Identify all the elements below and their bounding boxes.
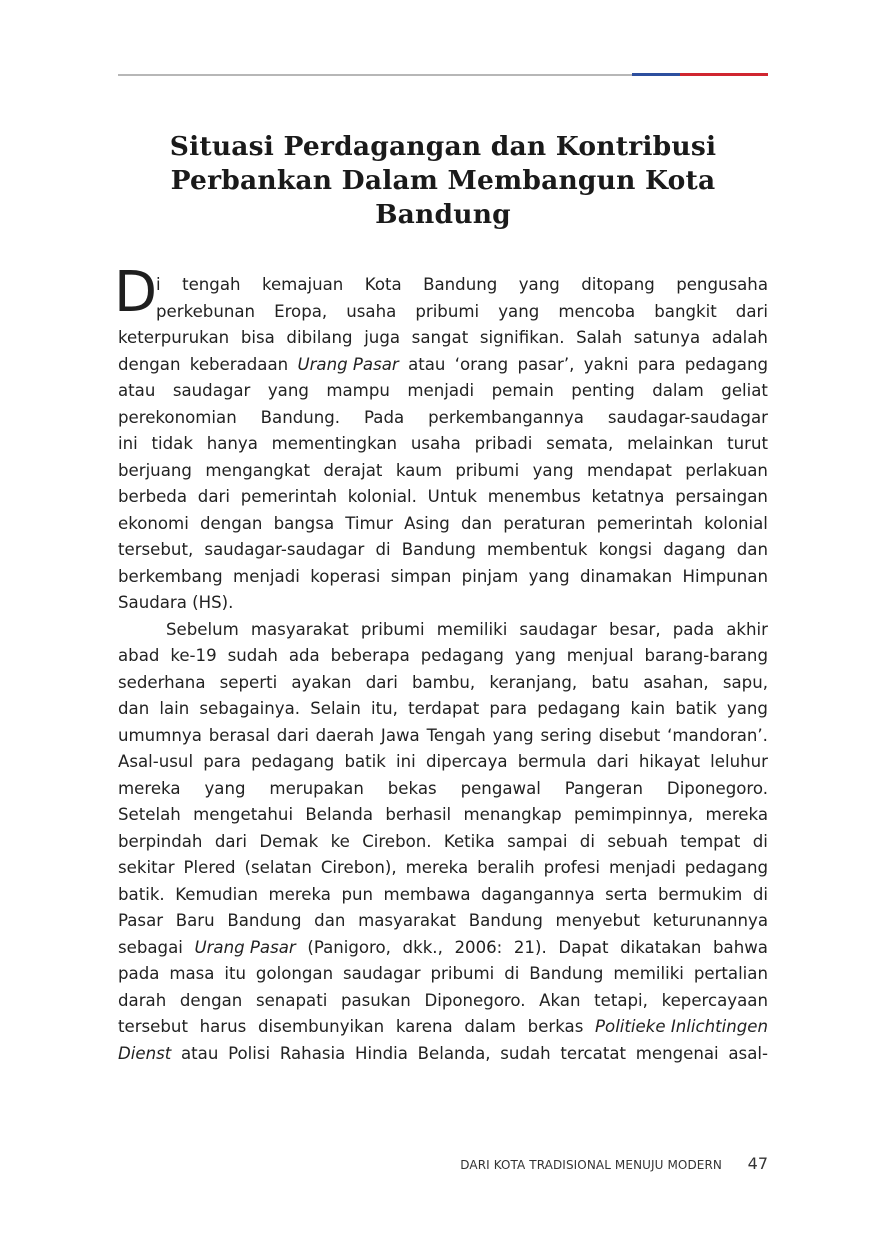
- word: di: [375, 540, 391, 559]
- word: dibilang: [286, 328, 353, 347]
- word: sebuah: [607, 831, 668, 851]
- word: ke: [330, 831, 350, 851]
- word: Cirebon.: [362, 831, 432, 851]
- word: masa: [169, 964, 215, 983]
- word: dari: [365, 672, 398, 692]
- word: barang-barang: [644, 646, 768, 665]
- word: disembunyikan: [257, 1017, 385, 1036]
- word: simpan: [390, 566, 452, 586]
- header-rule-red-accent: [680, 73, 768, 76]
- word: (selatan: [244, 858, 312, 877]
- word: perkembangannya: [428, 407, 584, 427]
- drop-cap: D: [114, 260, 158, 325]
- word: usaha: [410, 434, 461, 453]
- word: pasar’,: [517, 354, 575, 374]
- word: menjadi: [609, 858, 676, 877]
- word: sangat: [411, 328, 469, 347]
- word: Plered: [183, 858, 236, 877]
- word: berjuang: [118, 460, 192, 480]
- word: menyebut: [555, 911, 641, 930]
- word: bangkit: [654, 301, 717, 321]
- word: sebagai: [118, 937, 183, 957]
- word: dari: [214, 831, 247, 851]
- word: berkas: [527, 1017, 584, 1036]
- word: mereka: [405, 858, 469, 877]
- word: Bandung: [227, 911, 302, 930]
- word: ketatnya: [591, 487, 665, 506]
- word: bisa: [240, 328, 275, 347]
- word: mampu: [326, 381, 390, 400]
- word: Pangeran: [564, 778, 643, 798]
- word: sekitar: [118, 858, 175, 877]
- word: yang: [204, 778, 246, 798]
- word: Jawa: [380, 725, 420, 745]
- word: Politieke Inlichtingen: [595, 1017, 768, 1036]
- word: ekonomi: [118, 513, 189, 533]
- word: dipercaya: [425, 752, 508, 771]
- word: pribumi: [455, 460, 520, 480]
- word: itu,: [371, 699, 398, 718]
- text-line: [118, 564, 768, 591]
- word: seperti: [219, 672, 278, 692]
- word: saudagar: [519, 619, 597, 639]
- chapter-title-line: Perbankan Dalam Membangun Kota: [170, 165, 716, 196]
- word: sampai: [507, 831, 568, 851]
- word: Saudara (HS).: [118, 593, 234, 612]
- word: atau: [180, 1043, 219, 1063]
- word: ada: [288, 646, 320, 665]
- word: 21).: [513, 937, 547, 957]
- word: besar,: [609, 619, 661, 639]
- word: Urang Pasar: [194, 937, 296, 957]
- word: leluhur: [710, 752, 768, 771]
- text-line: [118, 749, 768, 776]
- word: bahwa: [713, 937, 768, 957]
- word: merupakan: [269, 778, 364, 798]
- word: juga: [364, 328, 401, 347]
- text-line: [118, 935, 768, 962]
- word: masyarakat: [250, 619, 349, 639]
- word: keranjang,: [489, 672, 578, 692]
- word: pengusaha: [676, 275, 768, 294]
- word: melainkan: [627, 434, 714, 453]
- word: Timur: [345, 513, 394, 533]
- word: membentuk: [487, 540, 588, 559]
- word: Akan: [539, 990, 581, 1010]
- word: peraturan: [503, 513, 586, 533]
- word: ‘orang: [454, 354, 509, 374]
- word: Tengah: [426, 725, 486, 745]
- word: dalam: [652, 381, 704, 400]
- text-line: [118, 776, 768, 803]
- word: Bandung: [401, 540, 476, 559]
- word: tempat: [680, 831, 741, 851]
- word: di: [752, 884, 768, 904]
- word: usaha: [346, 301, 397, 321]
- word: golongan: [255, 964, 334, 983]
- word: hanya: [206, 434, 258, 453]
- word: kolonial: [704, 513, 768, 533]
- word: mereka: [268, 884, 331, 904]
- word: serta: [605, 884, 648, 904]
- word: abad: [118, 646, 160, 665]
- word: terdapat: [408, 699, 480, 718]
- word: di: [504, 964, 520, 983]
- word: yang: [267, 381, 309, 400]
- word: Diponegoro.: [424, 990, 526, 1010]
- word: Asing: [404, 513, 450, 533]
- word: kemajuan: [261, 275, 344, 294]
- page-number: 47: [747, 1154, 768, 1173]
- word: dari: [276, 725, 309, 745]
- word: saudagar: [343, 964, 421, 983]
- word: beberapa: [330, 646, 410, 665]
- word: Asal-usul: [118, 752, 194, 771]
- word: tersebut: [118, 1017, 188, 1036]
- word: mereka: [118, 778, 181, 798]
- text-line: [118, 988, 768, 1015]
- word: disebut: [598, 725, 661, 745]
- word: derajat: [323, 460, 383, 480]
- text-line: [118, 670, 768, 697]
- word: pedagang: [684, 354, 768, 374]
- word: menjadi: [407, 381, 475, 400]
- word: dari: [596, 752, 629, 771]
- word: Urang Pasar: [297, 354, 399, 374]
- word: sederhana: [118, 672, 206, 692]
- chapter-title: [118, 130, 768, 232]
- word: itu: [224, 964, 247, 983]
- word: dari: [197, 487, 230, 506]
- word: turut: [727, 434, 768, 453]
- word: mengenai: [635, 1043, 719, 1063]
- word: pedagang: [684, 858, 768, 877]
- word: memiliki: [613, 964, 684, 983]
- word: para: [203, 752, 241, 771]
- word: dkk.,: [402, 937, 443, 957]
- word: profesi: [543, 858, 601, 877]
- word: daerah: [315, 725, 375, 745]
- word: saudagar: [172, 381, 251, 400]
- word: koperasi: [310, 566, 381, 586]
- word: sudah: [500, 1043, 551, 1063]
- word: Bandung: [529, 964, 604, 983]
- word: pedagang: [420, 646, 504, 665]
- word: tetapi,: [594, 990, 648, 1010]
- word: memiliki: [436, 619, 508, 639]
- word: senapati: [255, 990, 328, 1010]
- word: masyarakat: [358, 911, 457, 930]
- word: i: [156, 275, 161, 294]
- word: sapu,: [722, 672, 768, 692]
- word: pribumi: [415, 301, 480, 321]
- word: adalah: [711, 328, 768, 347]
- word: Dienst: [118, 1043, 172, 1063]
- text-line: [118, 1041, 768, 1068]
- word: dengan: [118, 354, 181, 374]
- word: mereka: [705, 805, 768, 824]
- word: ini: [396, 752, 416, 771]
- word: perkebunan: [156, 301, 256, 321]
- word: Belanda,: [417, 1043, 491, 1063]
- word: tengah: [182, 275, 241, 294]
- text-line: [118, 696, 768, 723]
- word: ‘mandoran’.: [667, 725, 768, 745]
- word: kongsi: [598, 540, 653, 559]
- word: pertalian: [693, 964, 768, 983]
- text-line: [118, 511, 768, 538]
- word: semata,: [546, 434, 614, 453]
- word: pedagang: [537, 699, 621, 718]
- header-rule: [118, 74, 632, 76]
- text-line: [118, 590, 768, 617]
- word: yang: [532, 460, 574, 480]
- word: pemerintah: [240, 487, 337, 506]
- word: Cirebon),: [320, 858, 397, 877]
- word: satunya: [633, 328, 701, 347]
- text-line: [118, 855, 768, 882]
- word: penting: [571, 381, 635, 400]
- word: batik: [675, 699, 717, 718]
- word: keturunannya: [652, 911, 768, 930]
- text-line: [118, 617, 768, 644]
- paragraph-1: [114, 260, 768, 617]
- word: dagang: [663, 540, 726, 559]
- chapter-title-line: Bandung: [375, 199, 511, 230]
- word: yang: [518, 275, 560, 294]
- word: pada: [672, 619, 715, 639]
- word: Kemudian: [175, 884, 258, 904]
- word: dengan: [179, 990, 243, 1010]
- word: Ketika: [443, 831, 495, 851]
- text-line: [118, 802, 768, 829]
- word: ini: [118, 434, 138, 453]
- word: yang: [514, 646, 556, 665]
- word: Polisi: [228, 1043, 271, 1063]
- text-line: [118, 272, 768, 299]
- word: berasal: [208, 725, 270, 745]
- text-line: [118, 1014, 768, 1041]
- word: pasukan: [340, 990, 411, 1010]
- word: darah: [118, 990, 167, 1010]
- word: berbeda: [118, 487, 188, 506]
- word: (Panigoro,: [307, 937, 391, 957]
- word: mencoba: [558, 301, 636, 321]
- word: saudagar-saudagar: [607, 407, 768, 427]
- text-line: [118, 908, 768, 935]
- word: pedagang: [251, 752, 335, 771]
- word: pribumi: [430, 964, 495, 983]
- word: Baru: [175, 911, 215, 930]
- word: pada: [118, 964, 160, 983]
- word: dalam: [464, 1017, 516, 1036]
- word: di: [752, 831, 768, 851]
- word: ditopang: [581, 275, 655, 294]
- word: dan: [460, 513, 493, 533]
- word: pemimpinnya,: [574, 805, 694, 824]
- word: Selain: [310, 699, 361, 718]
- running-head: DARI KOTA TRADISIONAL MENUJU MODERN: [460, 1158, 722, 1172]
- word: bangsa: [273, 513, 335, 533]
- word: dan: [314, 911, 346, 930]
- word: para: [489, 699, 528, 718]
- word: harus: [199, 1017, 247, 1036]
- word: Pasar: [118, 911, 164, 930]
- word: berpindah: [118, 831, 203, 851]
- word: kolonial.: [347, 487, 417, 506]
- word: mendapat: [587, 460, 672, 480]
- text-line: [118, 484, 768, 511]
- word: Eropa,: [274, 301, 328, 321]
- word: karena: [395, 1017, 453, 1036]
- word: atau: [118, 381, 156, 400]
- word: kain: [630, 699, 666, 718]
- word: Kota: [364, 275, 402, 294]
- word: Dapat: [558, 937, 609, 957]
- text-line: [118, 537, 768, 564]
- word: menjadi: [233, 566, 300, 586]
- word: saudagar-saudagar: [204, 540, 365, 559]
- word: Demak: [259, 831, 319, 851]
- word: Bandung: [468, 911, 543, 930]
- word: sudah: [227, 646, 278, 665]
- word: menjual: [566, 646, 634, 665]
- word: pemain: [491, 381, 554, 400]
- word: Hindia: [355, 1043, 408, 1063]
- word: yang: [492, 725, 534, 745]
- word: bekas: [387, 778, 437, 798]
- word: menangkap: [463, 805, 562, 824]
- word: Untuk: [427, 487, 477, 506]
- word: Bandung: [423, 275, 498, 294]
- word: mengangkat: [205, 460, 310, 480]
- word: beralih: [477, 858, 535, 877]
- text-line: [118, 961, 768, 988]
- text-line: [118, 829, 768, 856]
- word: Salah: [576, 328, 623, 347]
- word: Pada: [364, 407, 405, 427]
- word: tidak: [151, 434, 193, 453]
- word: Diponegoro.: [666, 778, 768, 798]
- word: Bandung.: [260, 407, 341, 427]
- word: pemerintah: [596, 513, 693, 533]
- text-line: [118, 299, 768, 326]
- text-line: [118, 405, 768, 432]
- word: yang: [528, 566, 570, 586]
- word: sering: [540, 725, 592, 745]
- word: dagangannya: [481, 884, 595, 904]
- word: berhasil: [385, 805, 452, 824]
- word: pribadi: [474, 434, 533, 453]
- word: Setelah: [118, 805, 181, 824]
- word: yakni: [583, 354, 629, 374]
- word: akhir: [726, 619, 768, 639]
- word: signifikan.: [479, 328, 565, 347]
- text-line: [118, 431, 768, 458]
- word: mementingkan: [271, 434, 398, 453]
- word: Sebelum: [166, 619, 239, 639]
- word: lain: [159, 699, 190, 718]
- word: mengetahui: [193, 805, 294, 824]
- word: perekonomian: [118, 407, 237, 427]
- word: pinjam: [461, 566, 519, 586]
- word: batu: [591, 672, 630, 692]
- word: kepercayaan: [661, 990, 768, 1010]
- word: ke-19: [170, 646, 217, 665]
- word: dengan: [199, 513, 263, 533]
- word: berkembang: [118, 566, 223, 586]
- word: geliat: [721, 381, 768, 400]
- word: keberadaan: [189, 354, 289, 374]
- text-line: [118, 723, 768, 750]
- text-line: [118, 882, 768, 909]
- word: 2006:: [454, 937, 503, 957]
- body-text: [114, 260, 768, 1067]
- word: hikayat: [638, 752, 701, 771]
- word: bermula: [517, 752, 587, 771]
- header-rule-blue-accent: [632, 73, 680, 76]
- word: Rahasia: [279, 1043, 346, 1063]
- word: tersebut,: [118, 540, 194, 559]
- word: batik.: [118, 884, 165, 904]
- chapter-title-line: Situasi Perdagangan dan Kontribusi: [169, 131, 717, 162]
- word: dinamakan: [579, 566, 673, 586]
- word: di: [579, 831, 595, 851]
- word: pribumi: [360, 619, 425, 639]
- word: yang: [498, 301, 540, 321]
- text-line: [118, 458, 768, 485]
- text-line: [118, 378, 768, 405]
- word: Himpunan: [682, 566, 768, 586]
- word: asal-: [728, 1043, 768, 1063]
- word: pengawal: [460, 778, 541, 798]
- text-line: [118, 325, 768, 352]
- word: dikatakan: [620, 937, 702, 957]
- word: sebagainya.: [199, 699, 301, 718]
- word: dan: [118, 699, 150, 718]
- word: Belanda: [305, 805, 373, 824]
- word: umumnya: [118, 725, 202, 745]
- text-line: [118, 352, 768, 379]
- word: pun: [341, 884, 374, 904]
- word: ayakan: [291, 672, 352, 692]
- word: dari: [735, 301, 768, 321]
- word: keterpurukan: [118, 328, 230, 347]
- word: persaingan: [675, 487, 768, 506]
- page-footer: [118, 1154, 768, 1176]
- word: asahan,: [643, 672, 709, 692]
- word: tercatat: [560, 1043, 627, 1063]
- word: menembus: [487, 487, 581, 506]
- word: atau: [408, 354, 446, 374]
- word: batik: [344, 752, 386, 771]
- word: yang: [726, 699, 768, 718]
- text-line: [118, 643, 768, 670]
- word: para: [637, 354, 676, 374]
- word: perlakuan: [685, 460, 768, 480]
- word: bambu,: [411, 672, 476, 692]
- paragraph-2: [118, 617, 768, 1068]
- word: membawa: [383, 884, 471, 904]
- word: kaum: [395, 460, 442, 480]
- word: dan: [736, 540, 768, 559]
- word: bermukim: [657, 884, 743, 904]
